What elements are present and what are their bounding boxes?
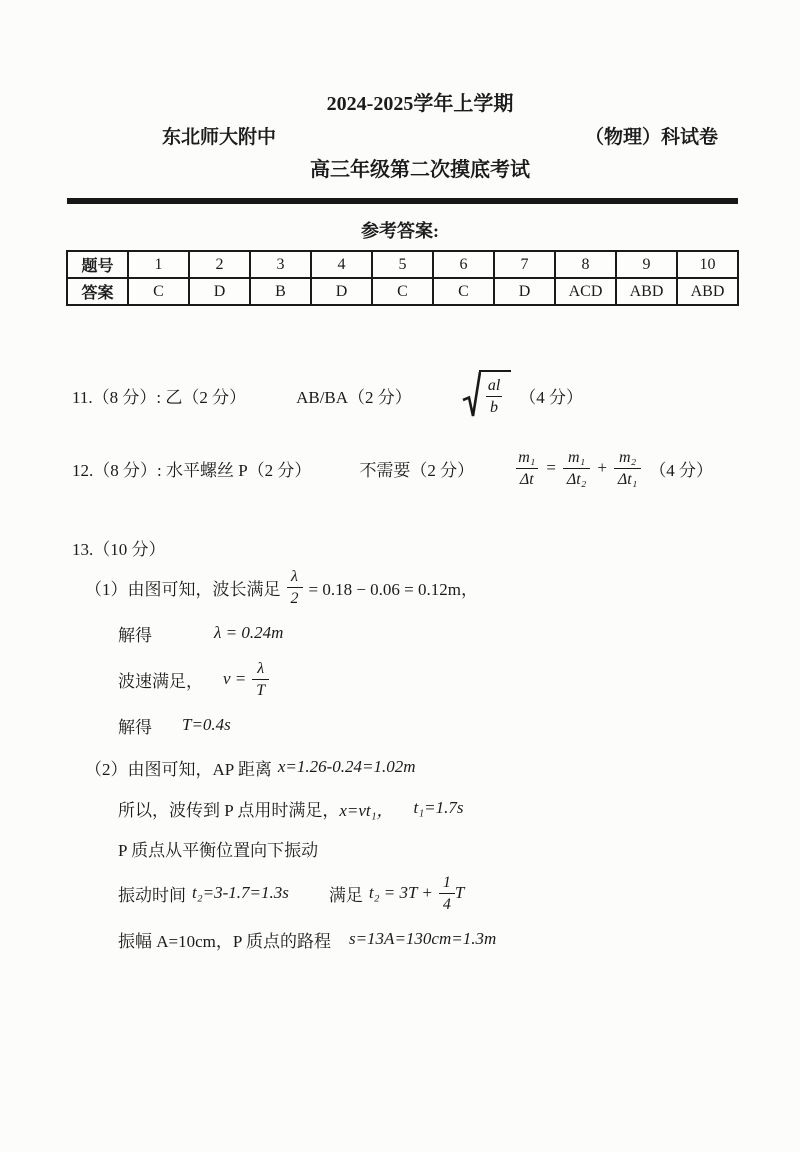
q13-part2-line2 — [118, 788, 800, 828]
qnum-cell: 5 — [372, 251, 433, 278]
answer-row — [67, 278, 738, 305]
answer-cell: C — [433, 278, 494, 305]
q12-second-answer: 不需要（2 分） — [359, 460, 475, 480]
q11-lead-text: 11.（8 分）: 乙（2 分） — [72, 387, 247, 407]
satisfies-label: 满足 — [328, 885, 363, 905]
q13-p1-l1-equation: = 0.18 − 0.06 = 0.12m， — [308, 579, 478, 599]
vibration-time-label: 振动时间 — [118, 885, 186, 905]
q13-part2-line4 — [118, 868, 800, 918]
q11-score: （4 分） — [519, 387, 584, 407]
qnum-cell: 1 — [128, 251, 189, 278]
q13-p2-l2-text: 所以，波传到 P 点用时满足， — [118, 800, 340, 820]
answer-cell: ACD — [555, 278, 616, 305]
qnum-cell: 6 — [433, 251, 494, 278]
t1-value: t₁=1.7s — [413, 798, 464, 817]
answer-key-table — [66, 250, 739, 306]
q13-part2-line1 — [85, 746, 800, 788]
qnum-cell: 9 — [616, 251, 677, 278]
q12-score: （4 分） — [649, 460, 714, 480]
fraction-numerator: λ — [257, 659, 265, 677]
fraction-denominator: Δt₂ — [563, 468, 590, 490]
qnum-cell: 3 — [250, 251, 311, 278]
lambda-over-T-fraction — [252, 658, 269, 701]
document-header — [40, 0, 800, 184]
q13-part1-line2 — [118, 612, 800, 654]
qnum-cell: 7 — [494, 251, 555, 278]
period-value: T=0.4s — [182, 715, 231, 734]
fraction-denominator: b — [486, 396, 502, 418]
solve-label: 解得 — [118, 717, 152, 737]
q12-fraction-1 — [514, 447, 539, 490]
semester-title: 2024-2025学年上学期 — [326, 93, 514, 115]
plus-sign: + — [597, 458, 607, 477]
q11-second-answer: AB/BA（2 分） — [296, 387, 412, 407]
answer-cell: C — [372, 278, 433, 305]
answer-cell: D — [189, 278, 250, 305]
row-label-question-number: 题号 — [67, 251, 128, 278]
answer-cell: D — [311, 278, 372, 305]
solve-label: 解得 — [118, 625, 152, 645]
fraction-numerator: al — [487, 377, 501, 394]
fraction-numerator: m₂ — [619, 448, 637, 466]
q13-part1-line4 — [118, 704, 800, 746]
answer-cell: D — [494, 278, 555, 305]
answer-key-heading: 参考答案: — [361, 221, 439, 241]
qnum-cell: 2 — [189, 251, 250, 278]
lambda-over-2-fraction — [287, 566, 303, 609]
school-subject-row — [40, 118, 800, 152]
t2-value: t₂=3-1.7=1.3s — [192, 883, 289, 902]
q12-lead-text: 12.（8 分）: 水平螺丝 P（2 分） — [72, 460, 312, 480]
q12-formula — [514, 447, 641, 490]
fraction-denominator: 2 — [287, 587, 303, 609]
q11-sqrt-formula — [462, 370, 511, 420]
fraction-denominator: Δt₁ — [614, 468, 641, 490]
question-11-answer-line — [72, 368, 800, 422]
question-13-answer-block — [0, 532, 800, 960]
q11-fraction — [484, 375, 504, 418]
q13-heading: 13.（10 分） — [72, 539, 166, 559]
period-symbol: T — [454, 883, 465, 902]
qnum-cell: 10 — [677, 251, 738, 278]
exam-title: 高三年级第二次摸底考试 — [310, 159, 530, 181]
one-quarter-fraction — [439, 872, 455, 915]
path-length-equation: s=13A=130cm=1.3m — [348, 929, 497, 948]
wave-speed-label: 波速满足， — [118, 671, 203, 691]
fraction-numerator: 1 — [442, 873, 451, 891]
ap-distance-equation: x=1.26-0.24=1.02m — [277, 757, 416, 776]
q13-part2-line5 — [118, 918, 800, 960]
fraction-denominator: Δt — [516, 468, 538, 490]
fraction-denominator: T — [252, 679, 269, 701]
q13-part1-line1 — [85, 562, 800, 612]
x-equals-vt1: x=vt₁， — [339, 800, 394, 820]
answer-cell: ABD — [616, 278, 677, 305]
q13-p2-l1-text: （2）由图可知，AP 距离 — [85, 759, 272, 779]
fraction-denominator: 4 — [439, 893, 455, 915]
answer-cell: C — [128, 278, 189, 305]
answer-cell: B — [250, 278, 311, 305]
q12-fraction-3 — [614, 447, 641, 490]
double-rule-divider — [67, 198, 738, 204]
qnum-cell: 8 — [555, 251, 616, 278]
qnum-cell: 4 — [311, 251, 372, 278]
q13-part1-line3 — [118, 654, 800, 704]
equals-sign: = — [546, 458, 556, 477]
lambda-value: λ = 0.24m — [214, 623, 284, 642]
fraction-numerator: λ — [291, 567, 298, 585]
answer-cell: ABD — [677, 278, 738, 305]
question-number-row — [67, 251, 738, 278]
t2-equation: t₂ = 3T + — [368, 883, 433, 902]
q12-fraction-2 — [563, 447, 590, 490]
q13-part2-line3: P 质点从平衡位置向下振动 — [118, 840, 319, 860]
question-12-answer-line — [72, 438, 800, 498]
q13-p1-l1-text: （1）由图可知，波长满足 — [85, 579, 281, 599]
row-label-answer: 答案 — [67, 278, 128, 305]
velocity-variable: v = — [223, 669, 247, 688]
subject-title: （物理）科试卷 — [584, 127, 718, 148]
fraction-numerator: m₁ — [568, 448, 586, 466]
school-name: 东北师大附中 — [162, 127, 277, 148]
fraction-numerator: m₁ — [518, 448, 536, 466]
amplitude-label: 振幅 A=10cm，P 质点的路程 — [118, 931, 331, 951]
